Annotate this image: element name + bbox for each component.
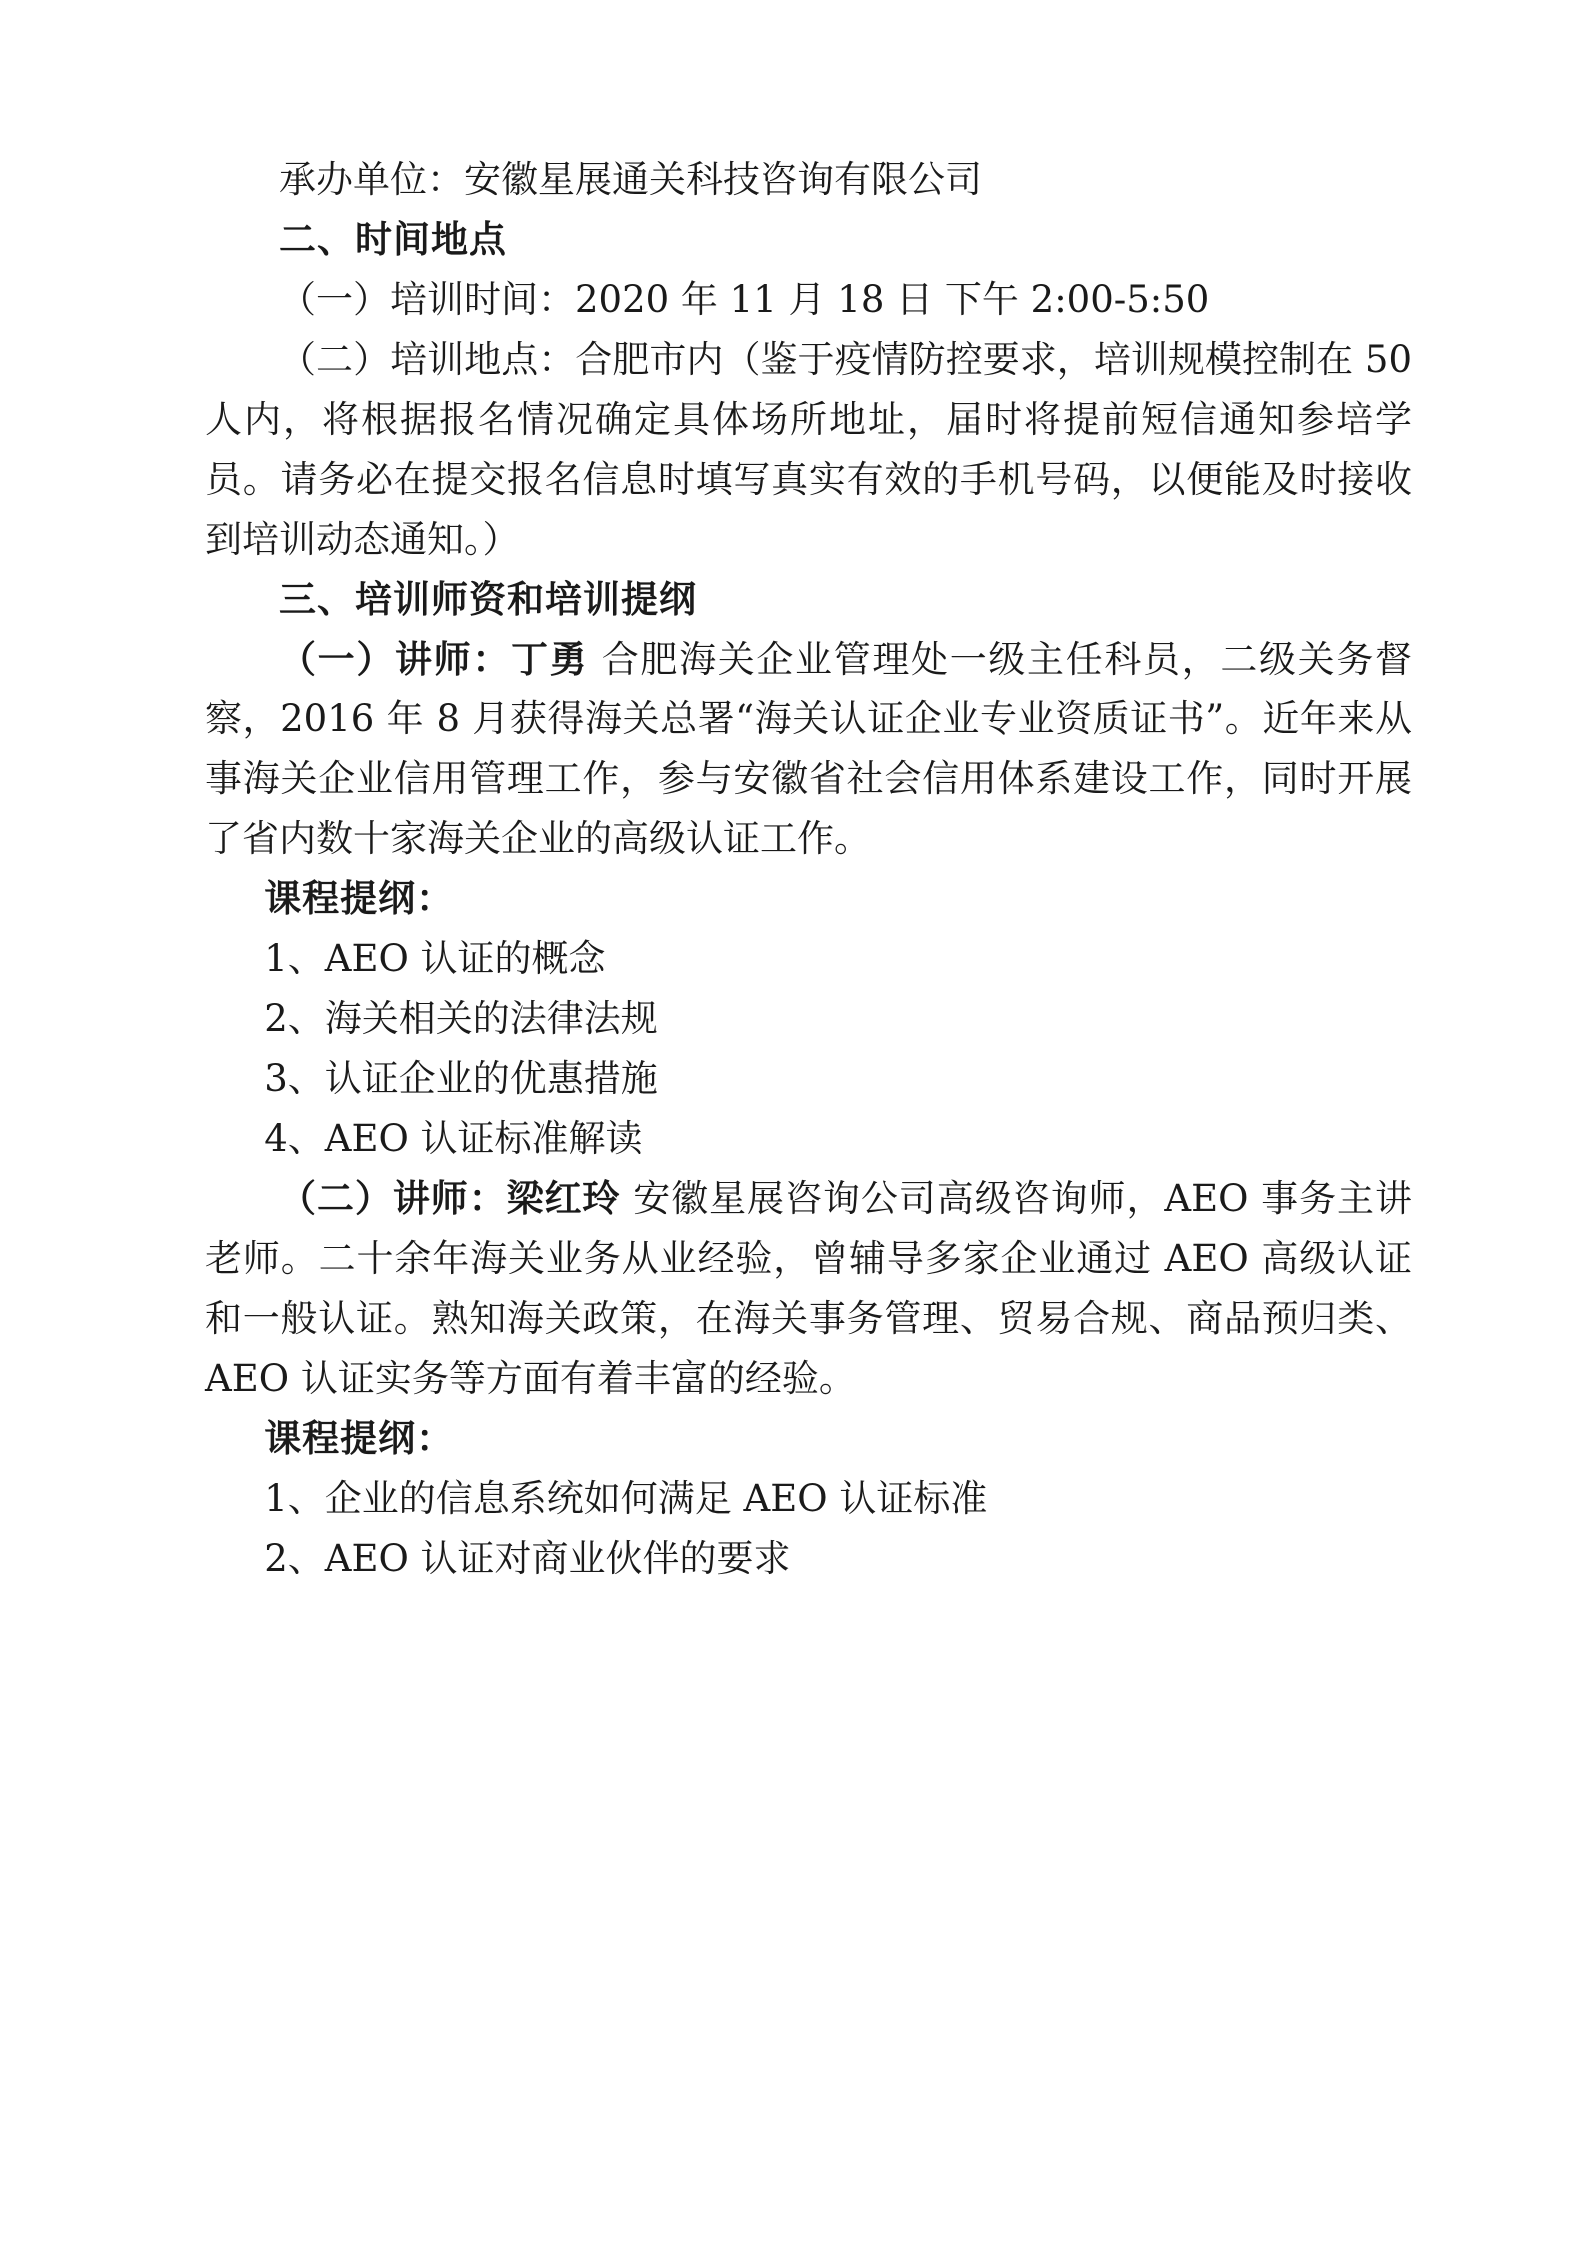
heading-section-three: 三、培训师资和培训提纲 (279, 576, 697, 621)
heading-outline-two: 课程提纲： (264, 1415, 455, 1460)
paragraph-training-time: （一）培训时间：2020 年 11 月 18 日 下午 2:00-5:50 (279, 277, 1210, 321)
document-body (205, 150, 1412, 1589)
lecturer-one-bio-text: 合肥海关企业管理处一级主任科员，二级关务督察，2016 年 8 月获得海关总署“海关认证企业专业资质证书”。近年来从事海关企业信用管理工作，参与安徽省社会信用体系建设工作，同时开展了省内数十家海关企业的高级认证工作。 (205, 637, 1413, 861)
list-item: 4、AEO 认证标准解读 (264, 1117, 643, 1160)
heading-outline-one: 课程提纲： (264, 876, 455, 921)
list-item: 3、认证企业的优惠措施 (264, 1057, 658, 1101)
list-item: 1、AEO 认证的概念 (264, 937, 606, 981)
lecturer-two-name: （二）讲师：梁红玲 (279, 1175, 621, 1220)
paragraph-lecturer-two (205, 1169, 1412, 1409)
paragraph-lecturer-one (205, 630, 1412, 870)
list-item: 1、企业的信息系统如何满足 AEO 认证标准 (264, 1476, 988, 1520)
lecturer-two-bio-text: 安徽星展咨询公司高级咨询师，AEO 事务主讲老师。二十余年海关业务从业经验，曾辅导多家企业通过 AEO 高级认证和一般认证。熟知海关政策，在海关事务管理、贸易合规、商品预归类、AEO 认证实务等方面有着丰富的经验。 (205, 1176, 1413, 1400)
list-item: 2、AEO 认证对商业伙伴的要求 (264, 1536, 791, 1580)
heading-section-two: 二、时间地点 (279, 216, 507, 261)
paragraph-organizer: 承办单位：安徽星展通关科技咨询有限公司 (279, 158, 982, 201)
paragraph-training-place: （二）培训地点：合肥市内（鉴于疫情防控要求，培训规模控制在 50 人内，将根据报名情况确定具体场所地址，届时将提前短信通知参培学员。请务必在提交报名信息时填写真实有效的手机号码，以便能及时接收到培训动态通知。） (205, 337, 1412, 561)
lecturer-one-name: （一）讲师：丁勇 (279, 636, 589, 681)
list-item: 2、海关相关的法律法规 (264, 997, 658, 1041)
